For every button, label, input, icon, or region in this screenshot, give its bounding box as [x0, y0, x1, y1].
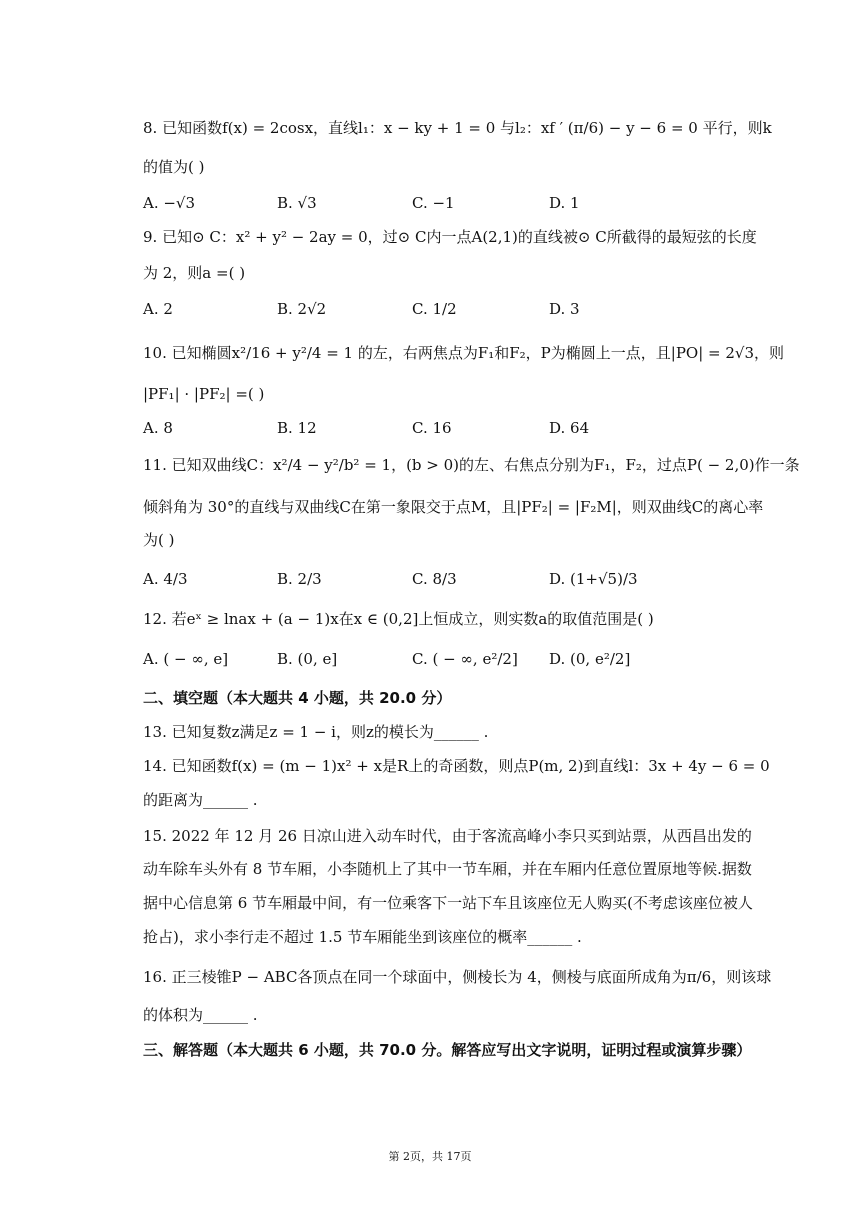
question-14-line-1: 14. 已知函数f(x) = (m − 1)x² + x是R上的奇函数，则点P(m, 2)到直线l：3x + 4y − 6 = 0 — [143, 757, 770, 775]
question-8-line-2: 的值为( ) — [143, 158, 205, 176]
option-c: C. 16 — [412, 419, 452, 437]
option-a: A. −√3 — [143, 194, 196, 212]
option-d: D. (0, e²/2] — [549, 650, 631, 668]
option-c: C. −1 — [412, 194, 455, 212]
option-a: A. 4/3 — [143, 570, 188, 588]
question-15-line-1: 15. 2022 年 12 月 26 日凉山进入动车时代，由于客流高峰小李只买到站票，从西昌出发的 — [143, 827, 752, 845]
question-8-options — [143, 192, 783, 216]
question-8-line-1: 8. 已知函数f(x) = 2cosx，直线l₁：x − ky + 1 = 0 与l₂：xf ′ (π/6) − y − 6 = 0 平行，则k — [143, 119, 772, 137]
question-9-options — [143, 298, 783, 322]
section-solutions-heading: 三、解答题（本大题共 6 小题，共 70.0 分。解答应写出文字说明，证明过程或演算步骤） — [143, 1041, 752, 1059]
question-15-line-3: 据中心信息第 6 节车厢最中间，有一位乘客下一站下车且该座位无人购买(不考虑该座位被人 — [143, 894, 753, 912]
option-b: B. 2√2 — [277, 300, 327, 318]
option-c: C. ( − ∞, e²/2] — [412, 650, 518, 668]
question-10-options — [143, 417, 783, 441]
question-12-options — [143, 648, 783, 672]
option-a: A. 8 — [143, 419, 173, 437]
question-16-line-2: 的体积为______ . — [143, 1006, 258, 1024]
option-a: A. 2 — [143, 300, 173, 318]
option-d: D. (1+√5)/3 — [549, 570, 638, 588]
option-b: B. √3 — [277, 194, 317, 212]
question-9-line-2: 为 2，则a =( ) — [143, 264, 246, 282]
option-d: D. 64 — [549, 419, 590, 437]
question-10-line-2: |PF₁| · |PF₂| =( ) — [143, 385, 265, 403]
option-d: D. 3 — [549, 300, 580, 318]
option-c: C. 1/2 — [412, 300, 457, 318]
page-number-footer: 第 2页，共 17页 — [388, 1150, 472, 1163]
question-14-line-2: 的距离为______ . — [143, 791, 258, 809]
question-12-line-1: 12. 若eˣ ≥ lnax + (a − 1)x在x ∈ (0,2]上恒成立，则实数a的取值范围是( ) — [143, 610, 654, 628]
question-15-line-2: 动车除车头外有 8 节车厢，小李随机上了其中一节车厢，并在车厢内任意位置原地等候.据数 — [143, 860, 752, 878]
option-d: D. 1 — [549, 194, 580, 212]
option-c: C. 8/3 — [412, 570, 457, 588]
question-15-line-4: 抢占)，求小李行走不超过 1.5 节车厢能坐到该座位的概率______ . — [143, 928, 582, 946]
question-11-line-1: 11. 已知双曲线C：x²/4 − y²/b² = 1，(b > 0)的左、右焦点分别为F₁，F₂，过点P( − 2,0)作一条 — [143, 456, 800, 474]
question-16-line-1: 16. 正三棱锥P − ABC各顶点在同一个球面中，侧棱长为 4，侧棱与底面所成角为π/6，则该球 — [143, 968, 772, 986]
question-11-line-3: 为( ) — [143, 531, 175, 549]
option-b: B. (0, e] — [277, 650, 338, 668]
option-b: B. 12 — [277, 419, 317, 437]
question-11-line-2: 倾斜角为 30°的直线与双曲线C在第一象限交于点M，且|PF₂| = |F₂M|，则双曲线C的离心率 — [143, 498, 764, 516]
question-10-line-1: 10. 已知椭圆x²/16 + y²/4 = 1 的左，右两焦点为F₁和F₂，P为椭圆上一点，且|PO| = 2√3，则 — [143, 344, 785, 362]
question-13-line-1: 13. 已知复数z满足z = 1 − i，则z的模长为______ . — [143, 723, 489, 741]
option-a: A. ( − ∞, e] — [143, 650, 229, 668]
option-b: B. 2/3 — [277, 570, 322, 588]
section-fill-in-heading: 二、填空题（本大题共 4 小题，共 20.0 分） — [143, 689, 452, 707]
question-9-line-1: 9. 已知⊙ C：x² + y² − 2ay = 0，过⊙ C内一点A(2,1)的直线被⊙ C所截得的最短弦的长度 — [143, 228, 757, 246]
question-11-options — [143, 568, 783, 592]
